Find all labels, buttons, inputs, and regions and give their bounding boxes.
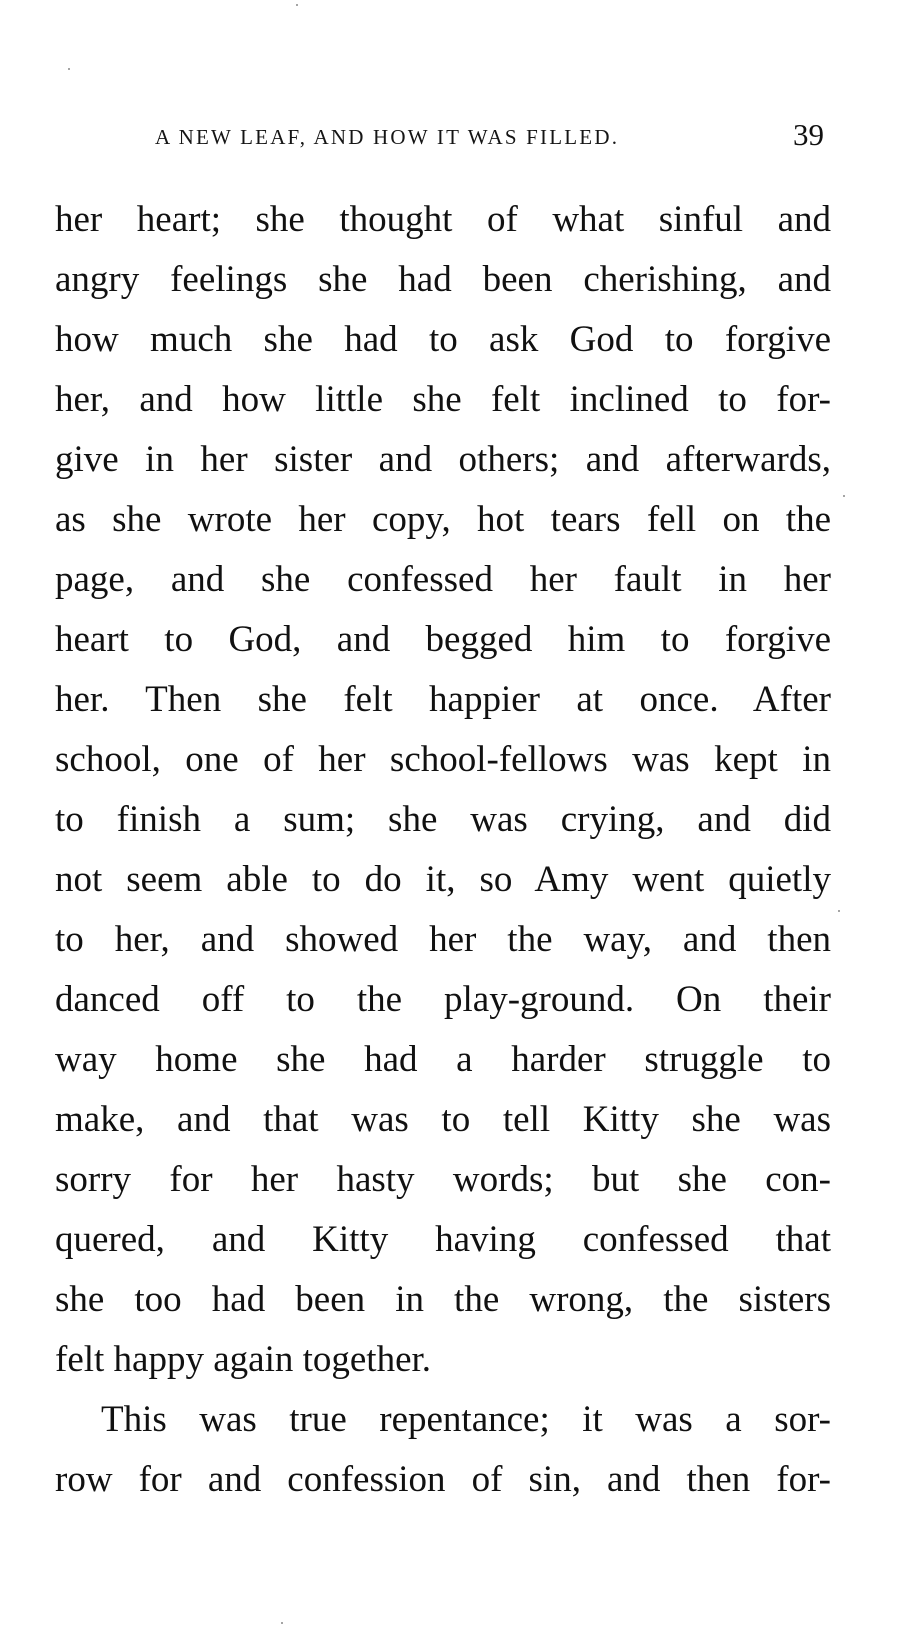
text-line: as she wrote her copy, hot tears fell on the	[55, 499, 831, 540]
paper-speck	[296, 4, 298, 6]
text-line: heart to God, and begged him to forgive	[55, 619, 831, 660]
text-line: to her, and showed her the way, and then	[55, 919, 831, 960]
text-line: angry feelings she had been cherishing, and	[55, 259, 831, 300]
text-line: her, and how little she felt inclined to for-	[55, 379, 831, 420]
text-line: page, and she confessed her fault in her	[55, 559, 831, 600]
paragraph-1	[55, 190, 831, 1390]
text-line: school, one of her school-fellows was kept in	[55, 739, 831, 780]
paper-speck	[843, 495, 845, 497]
text-line: This was true repentance; it was a sor-	[101, 1399, 831, 1440]
text-line: her heart; she thought of what sinful and	[55, 199, 831, 240]
text-line: her. Then she felt happier at once. After	[55, 679, 831, 720]
text-line: way home she had a harder struggle to	[55, 1039, 831, 1080]
text-line: she too had been in the wrong, the sisters	[55, 1279, 831, 1320]
text-line: quered, and Kitty having confessed that	[55, 1219, 831, 1260]
text-line: row for and confession of sin, and then for-	[55, 1459, 831, 1500]
paper-speck	[838, 910, 840, 912]
page-number: 39	[793, 117, 824, 152]
text-line: not seem able to do it, so Amy went quietly	[55, 859, 831, 900]
paper-speck	[281, 1622, 283, 1624]
running-head: A NEW LEAF, AND HOW IT WAS FILLED.	[155, 125, 620, 149]
text-line: to finish a sum; she was crying, and did	[55, 799, 831, 840]
text-line: make, and that was to tell Kitty she was	[55, 1099, 831, 1140]
body-text	[55, 190, 831, 1510]
text-line: danced off to the play-ground. On their	[55, 979, 831, 1020]
text-line: sorry for her hasty words; but she con-	[55, 1159, 831, 1200]
text-line: how much she had to ask God to forgive	[55, 319, 831, 360]
text-line: give in her sister and others; and afterwards,	[55, 439, 831, 480]
paper-speck	[68, 68, 70, 70]
paragraph-2	[55, 1390, 831, 1510]
text-line: felt happy again together.	[55, 1339, 432, 1380]
